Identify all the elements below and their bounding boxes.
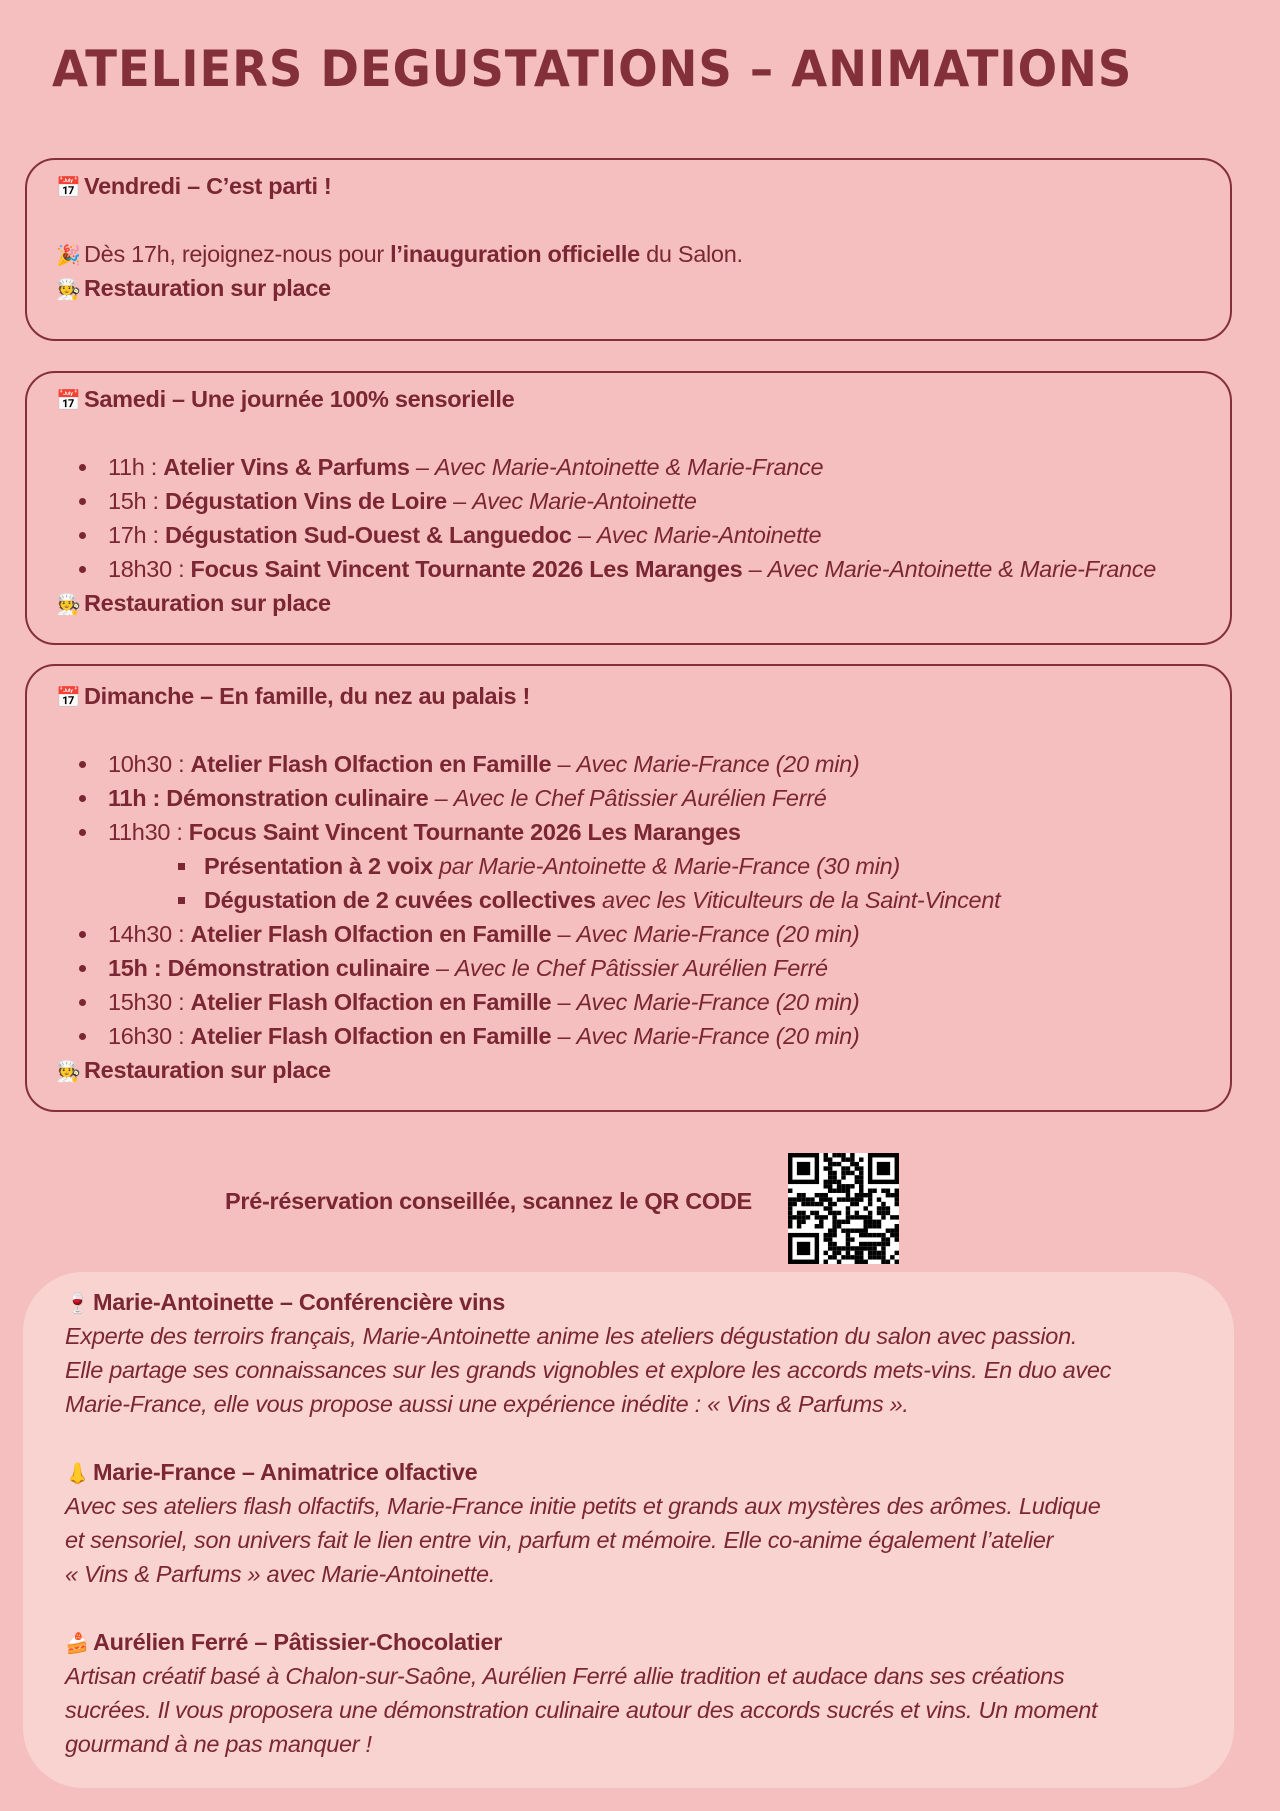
- bold-text: Présentation à 2 voix: [204, 853, 433, 879]
- bullet-icon: [79, 829, 86, 836]
- section-heading: [56, 237, 743, 271]
- nose-icon: 👃: [65, 1463, 90, 1485]
- calendar-icon: 📅: [56, 390, 81, 412]
- qr-code[interactable]: [788, 1153, 899, 1264]
- bullet-icon: [79, 498, 86, 505]
- section-heading: [56, 382, 514, 416]
- bold-text: Atelier Flash Olfaction en Famille: [190, 1023, 552, 1049]
- bullet-icon: [79, 965, 86, 972]
- italic-text: Avec Marie-Antoinette: [472, 488, 697, 514]
- bullet-icon: [79, 464, 86, 471]
- italic-text: par Marie-Antoinette & Marie-France (30 min): [432, 853, 900, 879]
- text: 10h30 :: [108, 751, 191, 777]
- section-heading: [65, 1455, 477, 1489]
- text: –: [571, 522, 597, 548]
- saturday-section: [25, 371, 1232, 645]
- italic-text: Artisan créatif basé à Chalon-sur-Saône, Aurélien Ferré allie tradition et audace dans ses créations: [65, 1663, 1065, 1689]
- italic-text: gourmand à ne pas manquer !: [65, 1731, 372, 1757]
- bullet-icon: [79, 761, 86, 768]
- text: 17h :: [108, 522, 165, 548]
- list-item: [108, 917, 859, 951]
- section-heading: [56, 169, 331, 203]
- italic-text: Marie-France, elle vous propose aussi une expérience inédite : « Vins & Parfums ».: [65, 1391, 909, 1417]
- italic-text: Avec Marie-France (20 min): [576, 921, 860, 947]
- bullet-icon: [79, 999, 86, 1006]
- cake-icon: 🍰: [65, 1633, 90, 1655]
- text: 11h30 :: [108, 819, 189, 845]
- list-item: [108, 484, 697, 518]
- italic-text: Avec Marie-France (20 min): [576, 989, 860, 1015]
- bold-text: Marie-France – Animatrice olfactive: [93, 1459, 478, 1485]
- italic-text: Avec Marie-France (20 min): [576, 1023, 860, 1049]
- text-line: [65, 1693, 1097, 1727]
- text: –: [428, 785, 454, 811]
- text: 15h30 :: [108, 989, 191, 1015]
- text: –: [551, 1023, 577, 1049]
- bold-text: Marie-Antoinette – Conférencière vins: [93, 1289, 506, 1315]
- text: 18h30 :: [108, 556, 191, 582]
- italic-text: Avec le Chef Pâtissier Aurélien Ferré: [454, 955, 828, 981]
- bullet-icon: [79, 532, 86, 539]
- list-item: [204, 849, 900, 883]
- list-item: [108, 518, 821, 552]
- bold-text: Samedi – Une journée 100% sensorielle: [84, 386, 515, 412]
- bold-text: Restauration sur place: [84, 590, 331, 616]
- text-line: [65, 1319, 1077, 1353]
- italic-text: Avec le Chef Pâtissier Aurélien Ferré: [453, 785, 827, 811]
- italic-text: Elle partage ses connaissances sur les grands vignobles et explore les accords mets-vins. En duo avec: [65, 1357, 1112, 1383]
- bold-text: Démonstration culinaire: [166, 785, 429, 811]
- italic-text: sucrées. Il vous proposera une démonstration culinaire autour des accords sucrés et vins. Un moment: [65, 1697, 1098, 1723]
- bold-text: Restauration sur place: [84, 275, 331, 301]
- page-title: ATELIERS DEGUSTATIONS – ANIMATIONS: [52, 40, 1133, 98]
- bold-text: Atelier Flash Olfaction en Famille: [190, 751, 552, 777]
- section-heading: [56, 679, 530, 713]
- reservation-text: Pré-réservation conseillée, scannez le QR CODE: [225, 1188, 752, 1214]
- party-popper-icon: 🎉: [56, 245, 81, 267]
- chef-icon: 🧑‍🍳: [56, 594, 81, 616]
- text-line: [65, 1387, 909, 1421]
- italic-text: « Vins & Parfums » avec Marie-Antoinette.: [65, 1561, 496, 1587]
- list-item: [108, 815, 741, 849]
- bold-text: Focus Saint Vincent Tournante 2026 Les Maranges: [190, 556, 743, 582]
- bold-text: Atelier Flash Olfaction en Famille: [190, 989, 552, 1015]
- bullet-icon: [79, 566, 86, 573]
- chef-icon: 🧑‍🍳: [56, 1061, 81, 1083]
- text: –: [551, 989, 577, 1015]
- list-item: [204, 883, 1000, 917]
- bold-text: Dégustation Vins de Loire: [165, 488, 447, 514]
- calendar-icon: 📅: [56, 177, 81, 199]
- list-item: [108, 450, 823, 484]
- friday-section: [25, 158, 1232, 341]
- bold-text: Dimanche – En famille, du nez au palais !: [84, 683, 531, 709]
- bold-text: Restauration sur place: [84, 1057, 331, 1083]
- bullet-icon: [79, 931, 86, 938]
- bold-text: 11h :: [108, 785, 167, 811]
- list-item: [108, 951, 828, 985]
- list-item: [108, 985, 859, 1019]
- text: Dès 17h, rejoignez-nous pour: [84, 241, 391, 267]
- italic-text: Experte des terroirs français, Marie-Antoinette anime les ateliers dégustation du salon avec passion.: [65, 1323, 1078, 1349]
- bold-text: Focus Saint Vincent Tournante 2026 Les Maranges: [188, 819, 741, 845]
- section-heading: [56, 586, 331, 620]
- text-line: [65, 1489, 1101, 1523]
- list-item: [108, 781, 827, 815]
- text-line: [65, 1659, 1064, 1693]
- bold-text: Démonstration culinaire: [167, 955, 430, 981]
- list-item: [108, 552, 1156, 586]
- bullet-icon: [79, 1033, 86, 1040]
- bold-text: Atelier Vins & Parfums: [163, 454, 410, 480]
- text-line: [65, 1727, 372, 1761]
- text: 16h30 :: [108, 1023, 191, 1049]
- italic-text: Avec Marie-Antoinette: [596, 522, 822, 548]
- list-item: [108, 1019, 859, 1053]
- text: –: [551, 921, 577, 947]
- bold-text: Aurélien Ferré – Pâtissier-Chocolatier: [93, 1629, 503, 1655]
- list-item: [108, 747, 859, 781]
- speakers-panel: [23, 1272, 1234, 1788]
- text: –: [551, 751, 577, 777]
- square-bullet-icon: [178, 897, 185, 904]
- section-heading: [56, 1053, 331, 1087]
- text: –: [409, 454, 435, 480]
- section-heading: [65, 1625, 502, 1659]
- bold-text: Atelier Flash Olfaction en Famille: [190, 921, 552, 947]
- text: 11h :: [108, 454, 164, 480]
- section-heading: [56, 271, 331, 305]
- bold-text: Dégustation de 2 cuvées collectives: [204, 887, 596, 913]
- text: 14h30 :: [108, 921, 191, 947]
- text: du Salon.: [639, 241, 743, 267]
- chef-icon: 🧑‍🍳: [56, 279, 81, 301]
- section-heading: [65, 1285, 505, 1319]
- bold-text: l’inauguration officielle: [390, 241, 640, 267]
- wine-glass-icon: 🍷: [65, 1293, 90, 1315]
- bullet-icon: [79, 795, 86, 802]
- sunday-section: [25, 664, 1232, 1112]
- italic-text: avec les Viticulteurs de la Saint-Vincent: [595, 887, 1001, 913]
- italic-text: Avec Marie-Antoinette & Marie-France: [767, 556, 1157, 582]
- italic-text: Avec Marie-France (20 min): [576, 751, 860, 777]
- italic-text: Avec ses ateliers flash olfactifs, Marie-France initie petits et grands aux mystères des arômes. Ludique: [65, 1493, 1101, 1519]
- text: 15h :: [108, 488, 165, 514]
- square-bullet-icon: [178, 863, 185, 870]
- text-line: [65, 1557, 495, 1591]
- text: –: [446, 488, 473, 514]
- italic-text: Avec Marie-Antoinette & Marie-France: [434, 454, 824, 480]
- bold-text: Dégustation Sud-Ouest & Languedoc: [165, 522, 572, 548]
- calendar-icon: 📅: [56, 687, 81, 709]
- text: –: [429, 955, 455, 981]
- text: –: [742, 556, 768, 582]
- bold-text: Vendredi – C’est parti !: [84, 173, 332, 199]
- text-line: [65, 1523, 1053, 1557]
- text-line: [65, 1353, 1111, 1387]
- bold-text: 15h :: [108, 955, 168, 981]
- italic-text: et sensoriel, son univers fait le lien entre vin, parfum et mémoire. Elle co-anime également l’atelier: [65, 1527, 1054, 1553]
